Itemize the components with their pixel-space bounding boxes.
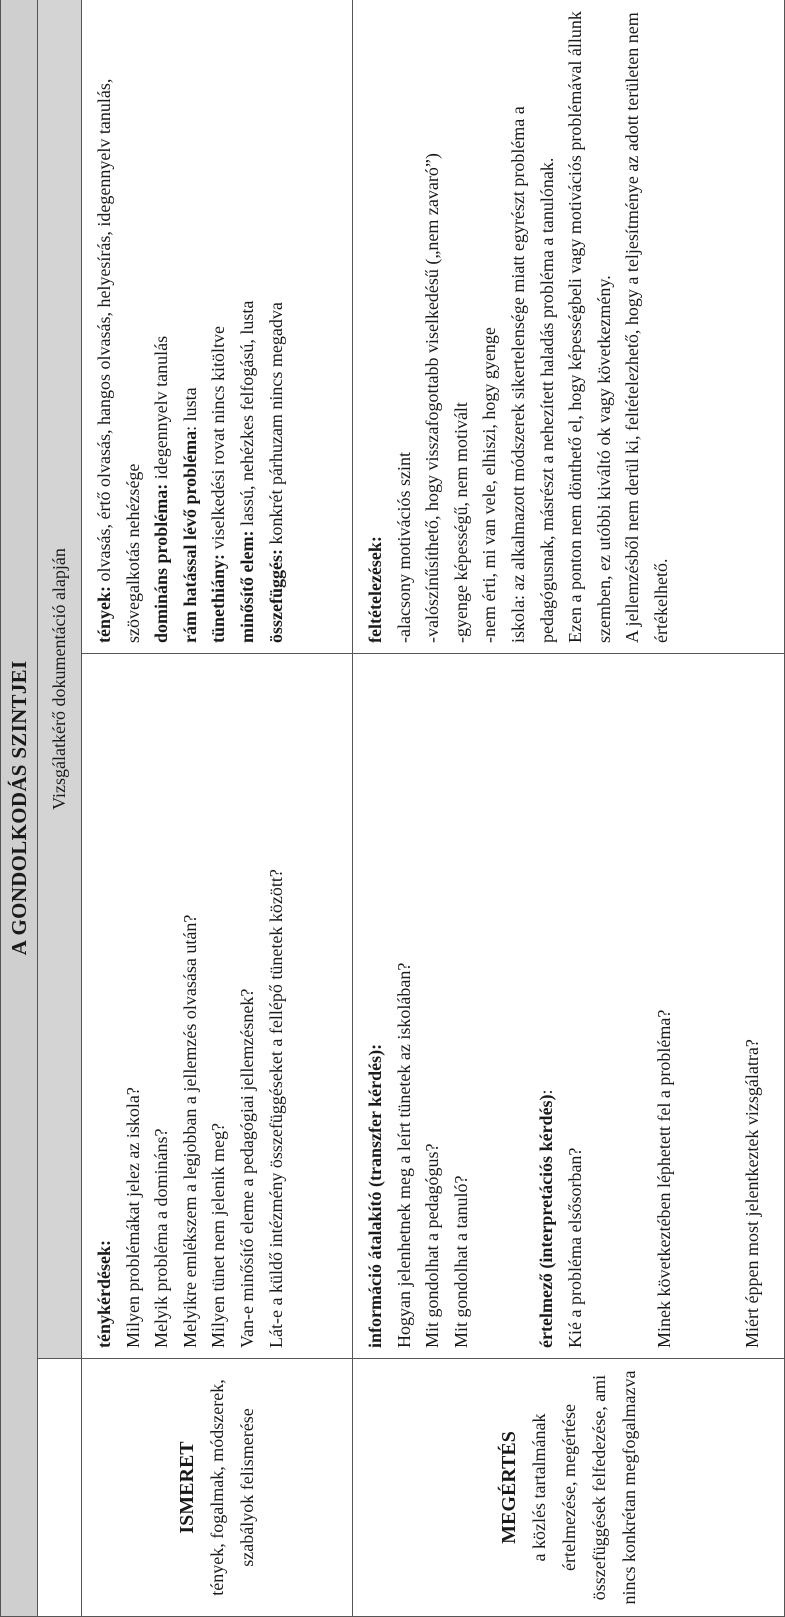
- answer-item: összefüggés: konkrét párhuzam nincs megadva: [265, 302, 286, 643]
- question-item: Mit gondolhat a pedagógus?: [422, 1143, 443, 1348]
- ismeret-answers-cell: [82, 0, 353, 654]
- question-item: Milyen problémákat jelez az iskola?: [122, 1087, 143, 1348]
- spacer: [678, 664, 738, 1348]
- question-item: Van-e minősítő eleme a pedagógiai jellemzésnek?: [236, 988, 257, 1348]
- assumption-item: Ezen a ponton nem dönthető el, hogy képességbeli vagy motivációs problémával állunk szemben, ez utóbbi kiváltó ok vagy következmény.: [565, 11, 614, 643]
- level-name: ISMERET: [176, 1441, 198, 1534]
- question-item: Minek következtében léphetett fel a probléma?: [653, 1009, 674, 1348]
- subheader-cell: Vizsgálatkérő dokumentáció alapján: [38, 0, 82, 1359]
- answer-item: rám hatással lévő probléma: lusta: [179, 387, 200, 643]
- question-item: Milyen tünet nem jelenik meg?: [208, 1123, 229, 1348]
- assumption-item: -gyenge képességű, nem motivált: [450, 402, 471, 643]
- subheader-row: [38, 0, 82, 1617]
- question-item: Lát-e a küldő intézmény összefüggéseket a fellépő tünetek között?: [265, 869, 286, 1348]
- level-name: MEGÉRTÉS: [497, 1431, 520, 1544]
- level-cell-ismeret: [82, 1359, 353, 1617]
- question-item: Melyikre emlékszem a legjobban a jellemzés olvasása után?: [179, 914, 200, 1348]
- spacer: [590, 664, 650, 1348]
- corner-blank-cell: [38, 1359, 82, 1617]
- level-description: a közlés tartalmának értelmezése, megértése összefüggések felfedezése, ami nincs konkrétan megfogalmazva: [528, 1370, 639, 1605]
- assumptions-heading: feltételezések:: [365, 536, 385, 643]
- level-cell-megertes: [353, 1359, 785, 1617]
- row-megertes: [353, 0, 785, 1617]
- questions-heading: ténykérdések:: [94, 1240, 114, 1348]
- row-ismeret: [82, 0, 353, 1617]
- interp-heading: értelmező (interpretációs kérdés):: [536, 1089, 557, 1348]
- answer-item: tények: olvasás, értő olvasás, hangos olvasás, helyesírás, idegennyelv tanulás, szövegalkotás nehézsége: [94, 78, 143, 643]
- spacer: [475, 664, 532, 1348]
- question-item: Melyik probléma a domináns?: [151, 1128, 172, 1348]
- transfer-heading: információ átalakító (transzfer kérdés):: [365, 1043, 385, 1348]
- question-item: Miért éppen most jelentkeztek vizsgálatra?: [742, 1039, 763, 1348]
- assumption-item: -alacsony motivációs szint: [393, 452, 414, 643]
- ismeret-questions-cell: [82, 654, 353, 1359]
- megertes-questions-cell: [353, 654, 785, 1359]
- question-item: Mit gondolhat a tanuló?: [450, 1175, 471, 1348]
- question-item: Hogyan jelenhetnek meg a leírt tünetek az iskolában?: [393, 962, 414, 1348]
- title-row: [1, 0, 38, 1617]
- level-description: tények, fogalmak, módszerek, szabályok felismerése: [207, 1379, 257, 1596]
- question-item: Kié a probléma elsősorban?: [564, 1147, 585, 1348]
- table-title: A GONDOLKODÁS SZINTJEI: [1, 0, 38, 1617]
- megertes-assumptions-cell: [353, 0, 785, 654]
- assumption-item: A jellemzésből nem derül ki, feltételezhető, hogy a teljesítménye az adott területen nem értékelhető.: [622, 12, 671, 643]
- answer-item: tünethiány: viselkedési rovat nincs kitöltve: [208, 326, 229, 643]
- assumption-item: -valószínűsíthető, hogy visszafogottabb viselkedésű („nem zavaró”): [422, 153, 443, 643]
- answer-item: minősítő elem: lassú, nehézkes felfogású, lusta: [236, 300, 257, 643]
- assumption-item: iskola: az alkalmazott módszerek sikertelensége miatt egyrészt probléma a pedagógusnak, másrészt a nehezített haladás probléma a tanulónak.: [507, 106, 557, 643]
- assumption-item: -nem érti, mi van vele, elhiszi, hogy gyenge: [479, 327, 500, 643]
- answer-item: domináns probléma: idegennyelv tanulás: [151, 335, 172, 643]
